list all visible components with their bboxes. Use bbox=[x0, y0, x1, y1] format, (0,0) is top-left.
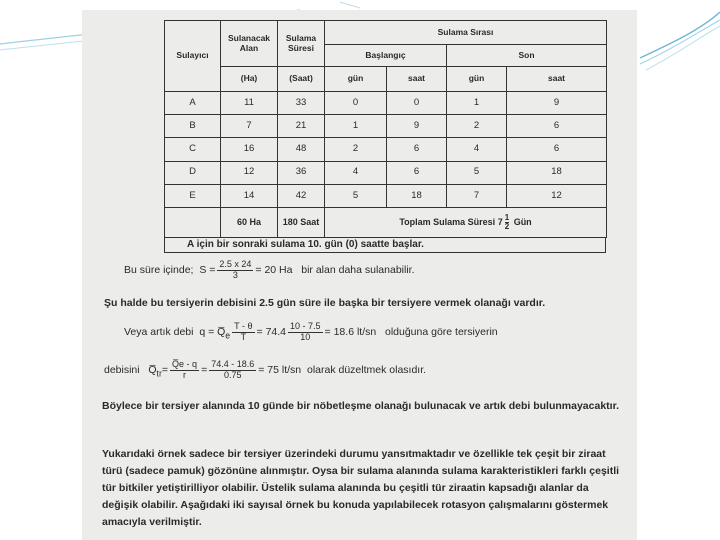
table-caption: A için bir sonraki sulama 10. gün (0) saatte başlar. bbox=[164, 238, 606, 253]
row-end-day: 4 bbox=[447, 138, 507, 161]
total-unit: Gün bbox=[513, 216, 532, 227]
total-label: Toplam Sulama Süresi bbox=[399, 216, 496, 227]
row-id: B bbox=[165, 115, 221, 138]
table-row bbox=[165, 138, 607, 161]
total-empty-cell bbox=[165, 208, 221, 238]
line-corrected-flow: debisini $Q̅_{tr}=$ $\frac{Q̅e - q}{r}$ = $\frac{74.4 - 18.6}{0.75}$ = 75 lt/sn olarak düzeltmek olasıdır. bbox=[104, 359, 427, 380]
total-value-fraction: $\frac{1}{2}$ bbox=[504, 213, 510, 232]
irrigation-schedule-table bbox=[164, 20, 607, 238]
paragraph-conclusion: Böylece bir tersiyer alanında 10 günde bir nöbetleşme olanağı bulunacak ve artık debi bulunmayacaktır. bbox=[102, 400, 620, 412]
row-start-hour: 6 bbox=[387, 161, 447, 184]
row-end-day: 5 bbox=[447, 161, 507, 184]
header-irrigation-order: Sulama Sırası bbox=[325, 21, 607, 45]
header-end-day: gün bbox=[447, 67, 507, 91]
total-value-whole: 7 bbox=[497, 216, 503, 227]
row-duration: 36 bbox=[278, 161, 325, 184]
row-area: 12 bbox=[221, 161, 278, 184]
header-start-hour: saat bbox=[387, 67, 447, 91]
row-end-hour: 9 bbox=[507, 91, 607, 114]
row-id: E bbox=[165, 184, 221, 207]
header-start: Başlangıç bbox=[325, 45, 447, 67]
row-end-hour: 18 bbox=[507, 161, 607, 184]
row-id: D bbox=[165, 161, 221, 184]
row-id: A bbox=[165, 91, 221, 114]
row-area: 11 bbox=[221, 91, 278, 114]
header-area-unit: (Ha) bbox=[221, 67, 278, 91]
row-start-hour: 6 bbox=[387, 138, 447, 161]
row-duration: 42 bbox=[278, 184, 325, 207]
header-end: Son bbox=[447, 45, 607, 67]
row-end-day: 7 bbox=[447, 184, 507, 207]
total-area: 60 Ha bbox=[221, 208, 278, 238]
row-id: C bbox=[165, 138, 221, 161]
row-start-day: 1 bbox=[325, 115, 387, 138]
row-duration: 48 bbox=[278, 138, 325, 161]
header-end-hour: saat bbox=[507, 67, 607, 91]
row-end-hour: 6 bbox=[507, 115, 607, 138]
header-area: Sulanacak Alan bbox=[221, 21, 278, 67]
row-end-day: 2 bbox=[447, 115, 507, 138]
row-end-hour: 12 bbox=[507, 184, 607, 207]
row-start-hour: 18 bbox=[387, 184, 447, 207]
total-irrigation-time bbox=[325, 208, 607, 238]
row-area: 16 bbox=[221, 138, 278, 161]
row-start-day: 4 bbox=[325, 161, 387, 184]
line-area-calc: Bu süre içinde; S = $\frac{2.5 x 24}{3}$ = 20 Ha bir alan daha sulanabilir. bbox=[124, 259, 415, 280]
total-duration: 180 Saat bbox=[278, 208, 325, 238]
header-duration: Sulama Süresi bbox=[278, 21, 325, 67]
row-duration: 33 bbox=[278, 91, 325, 114]
row-area: 14 bbox=[221, 184, 278, 207]
row-start-hour: 9 bbox=[387, 115, 447, 138]
header-start-day: gün bbox=[325, 67, 387, 91]
row-end-hour: 6 bbox=[507, 138, 607, 161]
row-area: 7 bbox=[221, 115, 278, 138]
row-start-hour: 0 bbox=[387, 91, 447, 114]
paragraph-explanation: Yukarıdaki örnek sadece bir tersiyer üzerindeki durumu yansıtmaktadır ve özellikle tek çeşit bir ziraat türü (sadece pamuk) gözönüne alınmıştır. Oysa bir sulama alanında sulama karakteristikleri farklı çeşitli tür bitkiler yetiştirilliyor olabilir. Üstelik sulama alanında bu çeşitli tür ziraatin kapsadığı alanlar da değişik olabilir. Aşağıdaki iki sayısal örnek bu konuda yapılabilecek rotasyon çalışmalarını göstermek amacıyla verilmiştir. bbox=[102, 448, 620, 528]
header-irrigator: Sulayıcı bbox=[165, 21, 221, 92]
row-duration: 21 bbox=[278, 115, 325, 138]
row-start-day: 5 bbox=[325, 184, 387, 207]
header-duration-unit: (Saat) bbox=[278, 67, 325, 91]
line-allocation-note: Şu halde bu tersiyerin debisini 2.5 gün süre ile başka bir tersiyere vermek olanağı vardır. bbox=[104, 297, 546, 309]
row-end-day: 1 bbox=[447, 91, 507, 114]
table-total-row bbox=[165, 208, 607, 238]
row-start-day: 0 bbox=[325, 91, 387, 114]
table-row bbox=[165, 91, 607, 114]
line-residual-flow: Veya artık debi $q = Q̅_e$ $\frac{T - \theta}{T}$ = 74.4 $\frac{10 - 7.5}{10}$ = 18.6 lt/sn olduğuna göre tersiyerin bbox=[124, 321, 498, 342]
row-start-day: 2 bbox=[325, 138, 387, 161]
table-row bbox=[165, 161, 607, 184]
table-row bbox=[165, 115, 607, 138]
table-row bbox=[165, 184, 607, 207]
document-page bbox=[82, 10, 637, 540]
